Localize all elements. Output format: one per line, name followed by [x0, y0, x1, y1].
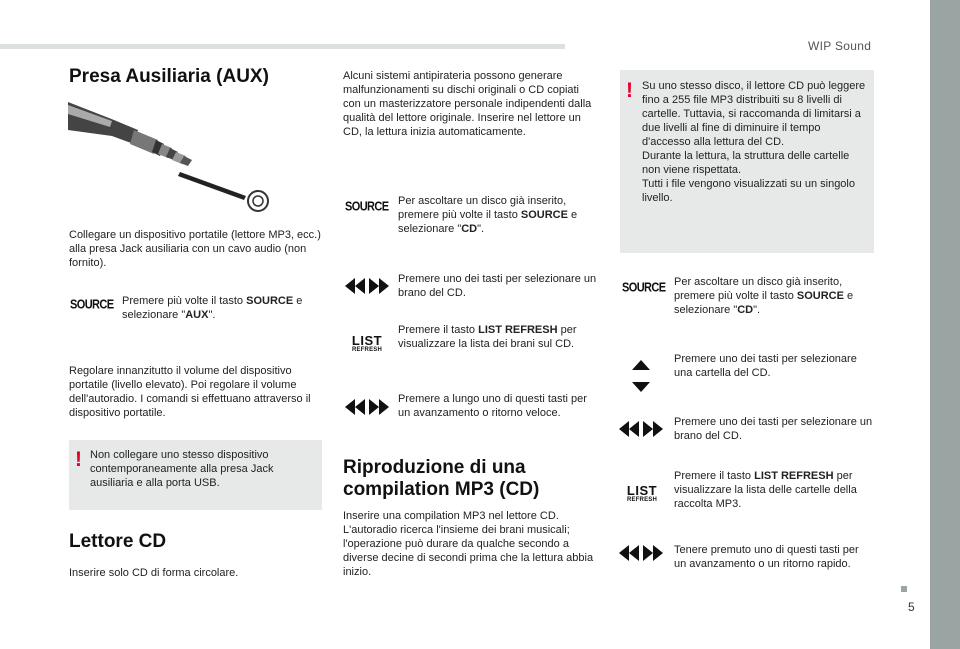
- page-marker: [901, 586, 907, 592]
- mp3-title: Riproduzione di una compilation MP3 (CD): [343, 457, 540, 500]
- source-button-icon: SOURCE: [70, 298, 114, 312]
- page-number: 5: [908, 600, 915, 614]
- list-refresh-icon: LIST REFRESH: [351, 333, 383, 353]
- mp3-text: Inserire una compilation MP3 nel lettore CD. L'autoradio ricerca l'insieme dei brani musicali; l'operazione può durare da qualche secondo a diverse decine di secondi prima che la lettura abbia inizio.: [343, 510, 594, 578]
- seek-arrows-icon: [345, 399, 389, 415]
- aux-title: Presa Ausiliaria (AUX): [69, 66, 269, 87]
- cd-title: Lettore CD: [69, 531, 167, 552]
- source-button-icon: SOURCE: [345, 200, 389, 214]
- seek-arrows-icon: [619, 545, 663, 561]
- cd-list-step: Premere il tasto LIST REFRESH per visualizzare la lista dei brani sul CD.: [398, 324, 577, 350]
- top-rule: [0, 44, 565, 49]
- warning-icon: !: [75, 448, 82, 471]
- mp3-fast-step: Tenere premuto uno di questi tasti per un avanzamento o un ritorno rapido.: [674, 544, 859, 570]
- cd-source-step: Per ascoltare un disco già inserito, premere più volte il tasto SOURCE e selezionare "CD".: [398, 195, 578, 235]
- mp3-folder-step: Premere uno dei tasti per selezionare una cartella del CD.: [674, 353, 857, 379]
- aux-step-text: Premere più volte il tasto SOURCE e selezionare "AUX".: [122, 295, 303, 321]
- side-tab: [930, 0, 960, 649]
- mp3-track-step: Premere uno dei tasti per selezionare un brano del CD.: [674, 416, 873, 442]
- warning-icon: !: [626, 79, 633, 102]
- seek-arrows-icon: [619, 421, 663, 437]
- anti-piracy-text: Alcuni sistemi antipirateria possono generare malfunzionamenti su dischi originali o CD copiati con un masterizzatore personale indipendenti dalla qualità del lettore originale. Inserire nel lettore un CD, la lettura inizia automaticamente.: [343, 70, 592, 138]
- jack-plug-illustration: [68, 100, 273, 218]
- seek-arrows-icon: [345, 278, 389, 294]
- aux-warning-box: [69, 440, 322, 510]
- mp3-source-step: Per ascoltare un disco già inserito, premere più volte il tasto SOURCE e selezionare "CD".: [674, 276, 854, 316]
- source-button-icon: SOURCE: [622, 281, 666, 295]
- up-down-arrows-icon: [632, 360, 650, 392]
- aux-connect-text: Collegare un dispositivo portatile (lettore MP3, ecc.) alla presa Jack ausiliaria con un cavo audio (non fornito).: [69, 229, 321, 269]
- aux-warning-text: Non collegare uno stesso dispositivo contemporaneamente alla presa Jack ausiliaria e alla porta USB.: [90, 449, 274, 489]
- cd-track-step: Premere uno dei tasti per selezionare un brano del CD.: [398, 273, 597, 299]
- running-title: WIP Sound: [808, 39, 872, 53]
- list-refresh-icon: LIST REFRESH: [626, 483, 658, 503]
- mp3-list-step: Premere il tasto LIST REFRESH per visualizzare la lista delle cartelle della raccolta MP3.: [674, 470, 857, 510]
- mp3-warning-box: [620, 70, 874, 253]
- mp3-warning-text: Su uno stesso disco, il lettore CD può leggere fino a 255 file MP3 distribuiti su 8 livelli di cartelle. Tuttavia, si raccomanda di limitarsi a due livelli al fine di diminuire il tempo d'accesso alla lettura del CD. Durante la lettura, la struttura delle cartelle non viene rispettata. Tutti i file vengono visualizzati su un singolo livello.: [642, 80, 866, 204]
- cd-fast-step: Premere a lungo uno di questi tasti per un avanzamento o ritorno veloce.: [398, 393, 587, 419]
- volume-text: Regolare innanzitutto il volume del dispositivo portatile (livello elevato). Poi regolare il volume dell'autoradio. I comandi si effettuano attraverso il dispositivo portatile.: [69, 365, 311, 419]
- cd-text: Inserire solo CD di forma circolare.: [69, 567, 239, 579]
